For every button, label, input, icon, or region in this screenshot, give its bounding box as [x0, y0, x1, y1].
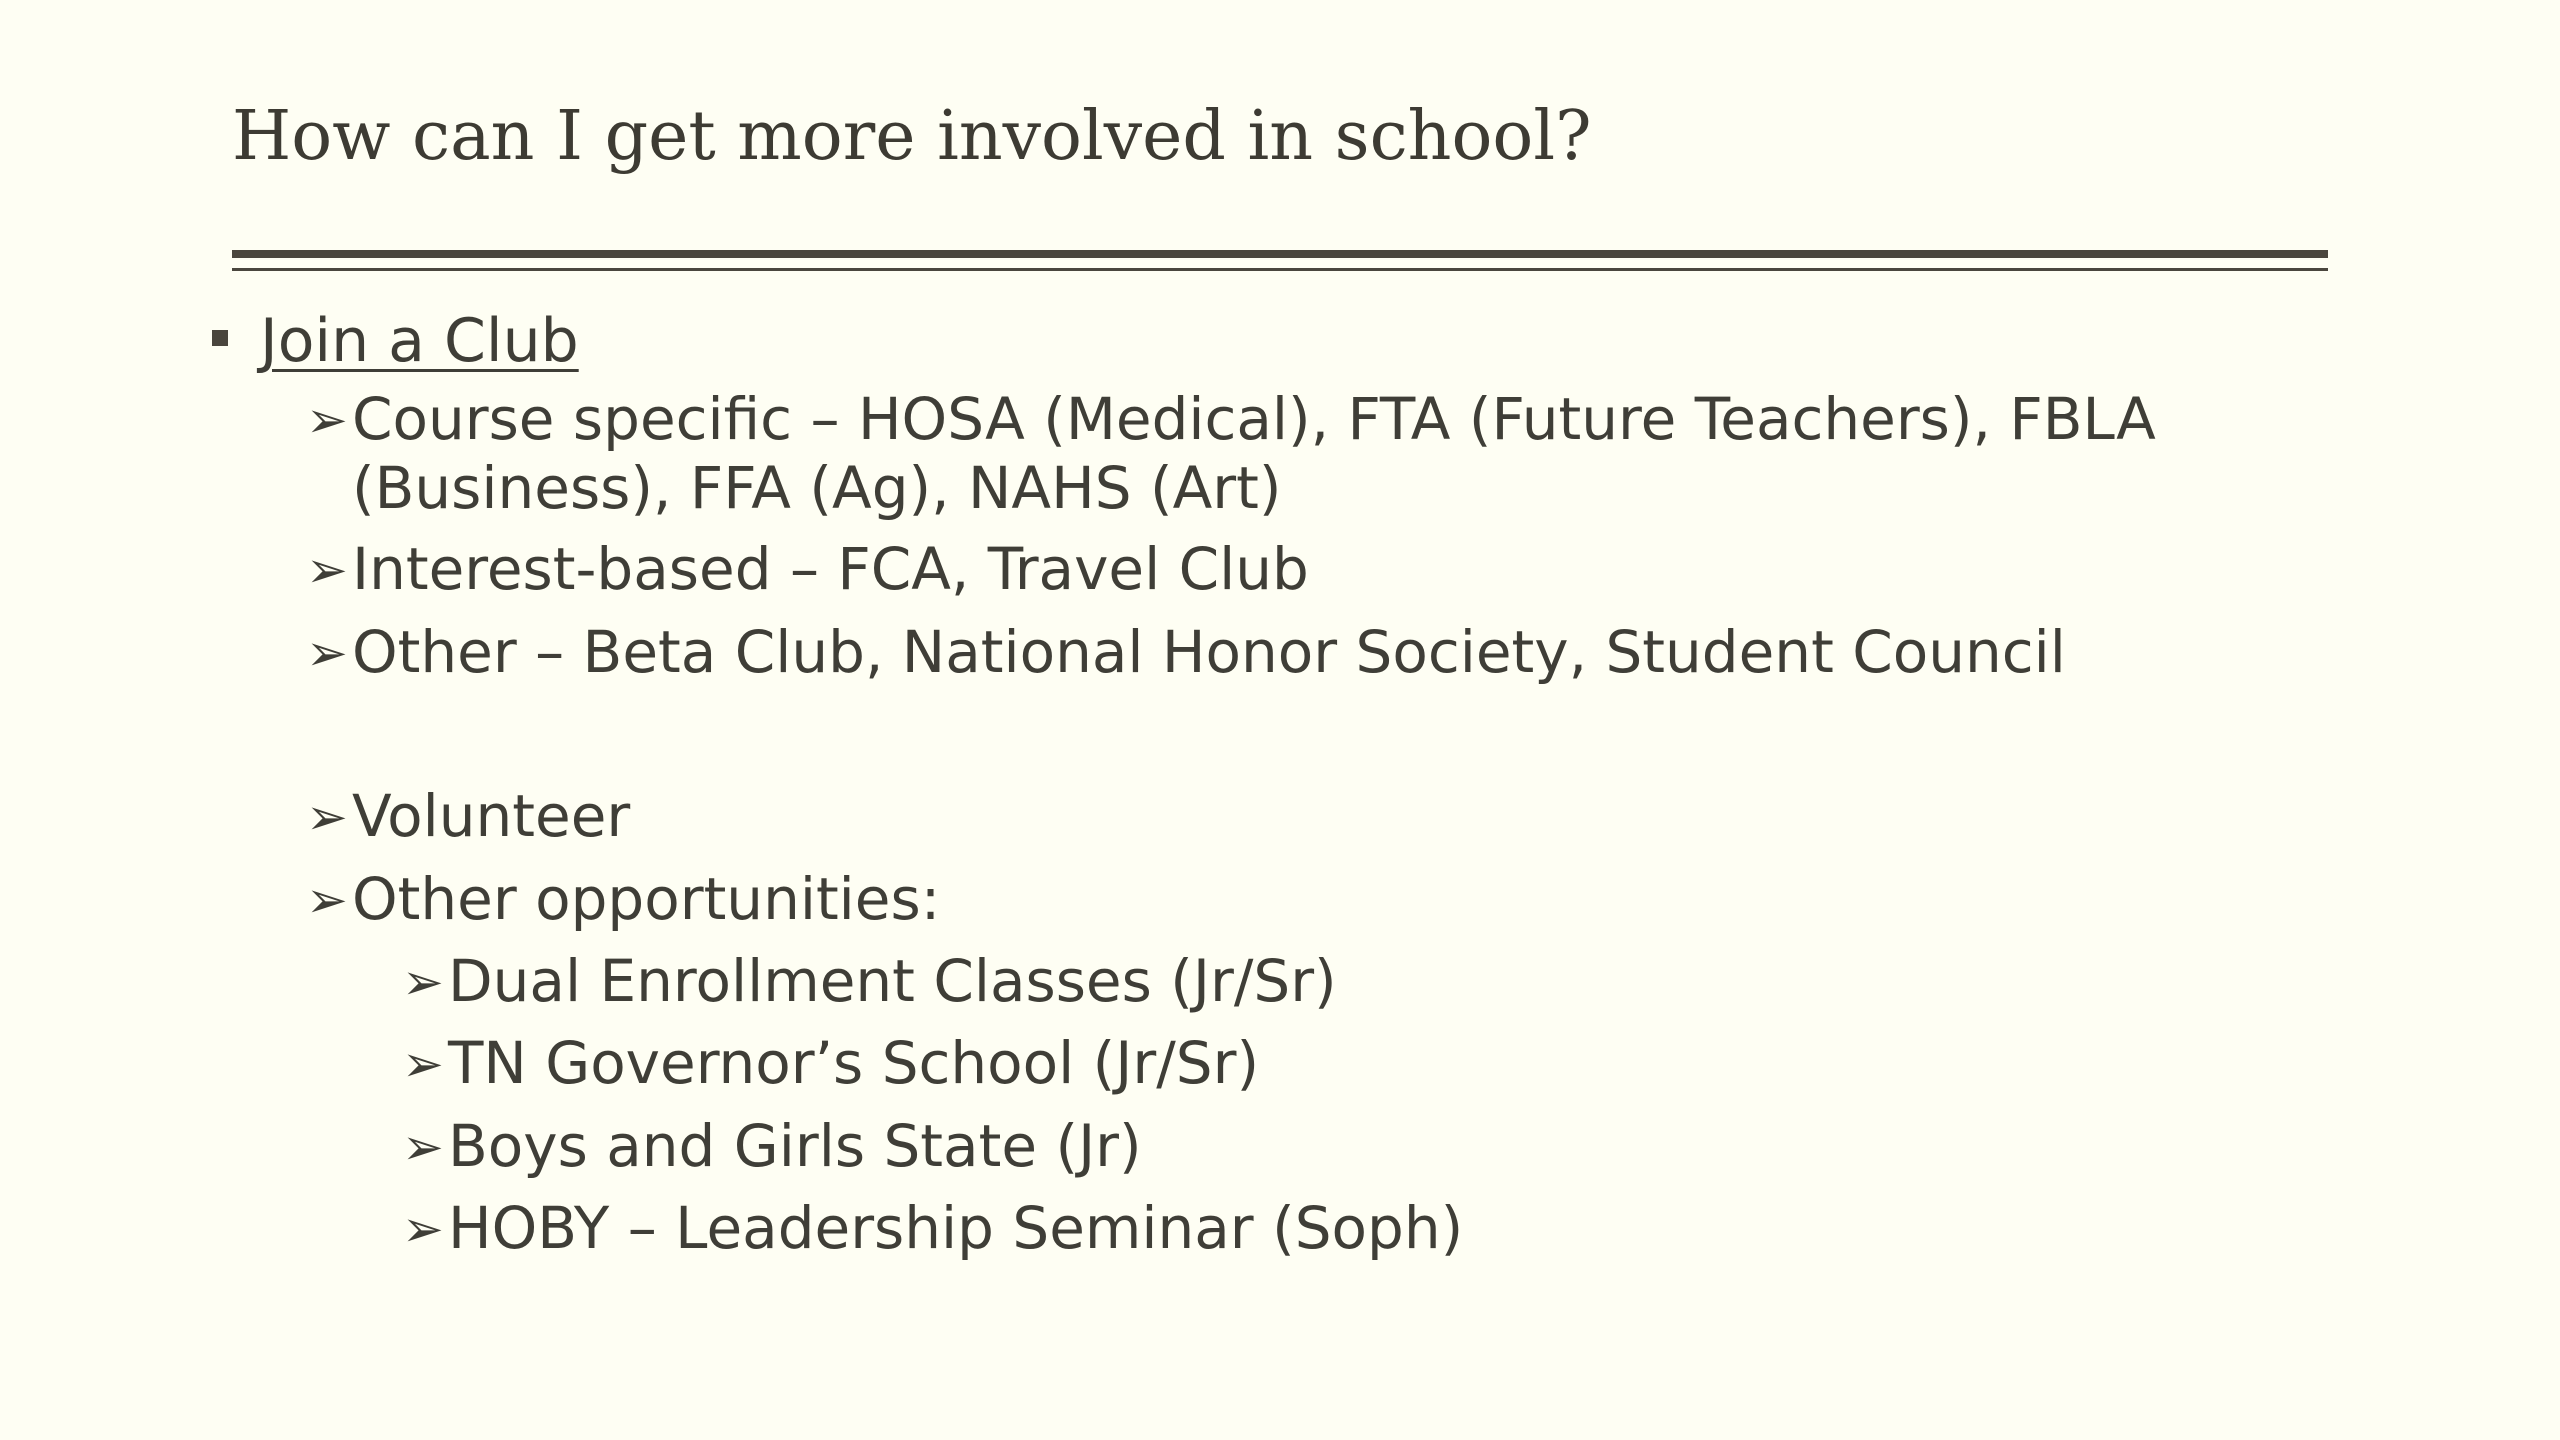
- list-item-text: TN Governor’s School (Jr/Sr): [448, 1029, 1260, 1097]
- list-item-other-clubs: [306, 619, 2066, 688]
- list-item-other-opportunities: [306, 866, 940, 935]
- arrow-bullet-icon: ➢: [306, 788, 348, 846]
- list-item-volunteer: [306, 783, 630, 852]
- slide-title: How can I get more involved in school?: [232, 97, 1592, 176]
- section-heading-row: [212, 300, 579, 382]
- list-item-text: Volunteer: [352, 782, 631, 850]
- section-heading: Join a Club: [260, 306, 579, 376]
- list-item-text: Dual Enrollment Classes (Jr/Sr): [448, 947, 1337, 1015]
- arrow-bullet-icon: ➢: [402, 953, 444, 1011]
- arrow-bullet-icon: ➢: [402, 1035, 444, 1093]
- list-item-text-continued: (Business), FFA (Ag), NAHS (Art): [352, 454, 1282, 522]
- list-item-text: Other – Beta Club, National Honor Society, Student Council: [352, 618, 2066, 686]
- list-item-text: Interest-based – FCA, Travel Club: [352, 535, 1309, 603]
- list-item-boys-girls-state: [402, 1113, 1142, 1182]
- arrow-bullet-icon: ➢: [306, 391, 348, 449]
- list-item-text: Other opportunities:: [352, 865, 941, 933]
- list-item-course-specific: [306, 386, 2206, 521]
- list-item-dual-enrollment: [402, 948, 1337, 1017]
- arrow-bullet-icon: ➢: [402, 1200, 444, 1258]
- square-bullet-icon: [212, 330, 228, 346]
- list-item-text: HOBY – Leadership Seminar (Soph): [448, 1194, 1464, 1262]
- list-item-governors-school: [402, 1030, 1259, 1099]
- title-rule-thin: [232, 268, 2328, 271]
- list-item-text: Course specific – HOSA (Medical), FTA (Future Teachers), FBLA: [352, 385, 2156, 453]
- title-rule-thick: [232, 250, 2328, 258]
- list-item-interest-based: [306, 536, 1309, 605]
- list-item-hoby: [402, 1195, 1463, 1264]
- list-item-text: Boys and Girls State (Jr): [448, 1112, 1142, 1180]
- arrow-bullet-icon: ➢: [306, 871, 348, 929]
- arrow-bullet-icon: ➢: [306, 541, 348, 599]
- arrow-bullet-icon: ➢: [306, 624, 348, 682]
- arrow-bullet-icon: ➢: [402, 1118, 444, 1176]
